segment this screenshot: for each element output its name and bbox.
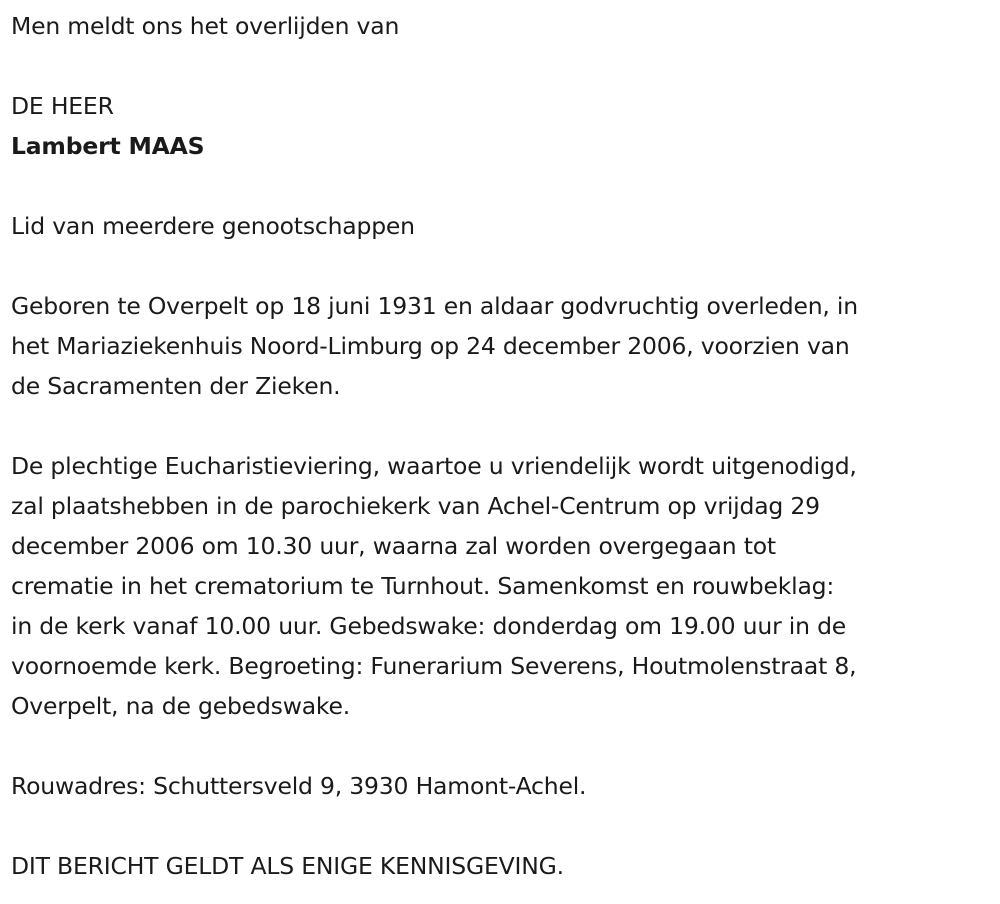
spacer	[11, 406, 996, 446]
deceased-name: Lambert MAAS	[11, 132, 205, 160]
mourning-address: Rouwadres: Schuttersveld 9, 3930 Hamont-Achel.	[11, 772, 587, 800]
ceremony-paragraph: De plechtige Eucharistieviering, waartoe u vriendelijk wordt uitgenodigd, zal plaatshebben in de parochiekerk van Achel-Centrum op vrijdag 29 december 2006 om 10.30 uur, waarna zal worden overgegaan tot crematie in het crematorium te Turnhout. Samenkomst en rouwbeklag: in de kerk vanaf 10.00 uur. Gebedswake: donderdag om 19.00 uur in de voornoemde kerk. Begroeting: Funerarium Severens, Houtmolenstraat 8, Overpelt, na de gebedswake.	[11, 452, 857, 720]
spacer	[11, 246, 996, 286]
spacer	[11, 46, 996, 86]
spacer	[11, 806, 996, 846]
death-notice	[11, 6, 996, 886]
honorific-title: DE HEER	[11, 92, 114, 120]
spacer	[11, 726, 996, 766]
spacer	[11, 166, 996, 206]
birth-death-paragraph: Geboren te Overpelt op 18 juni 1931 en aldaar godvruchtig overleden, in het Mariaziekenhuis Noord-Limburg op 24 december 2006, voorzien van de Sacramenten der Zieken.	[11, 292, 858, 400]
membership-text: Lid van meerdere genootschappen	[11, 212, 415, 240]
intro-text: Men meldt ons het overlijden van	[11, 12, 400, 40]
closing-statement: DIT BERICHT GELDT ALS ENIGE KENNISGEVING.	[11, 852, 564, 880]
